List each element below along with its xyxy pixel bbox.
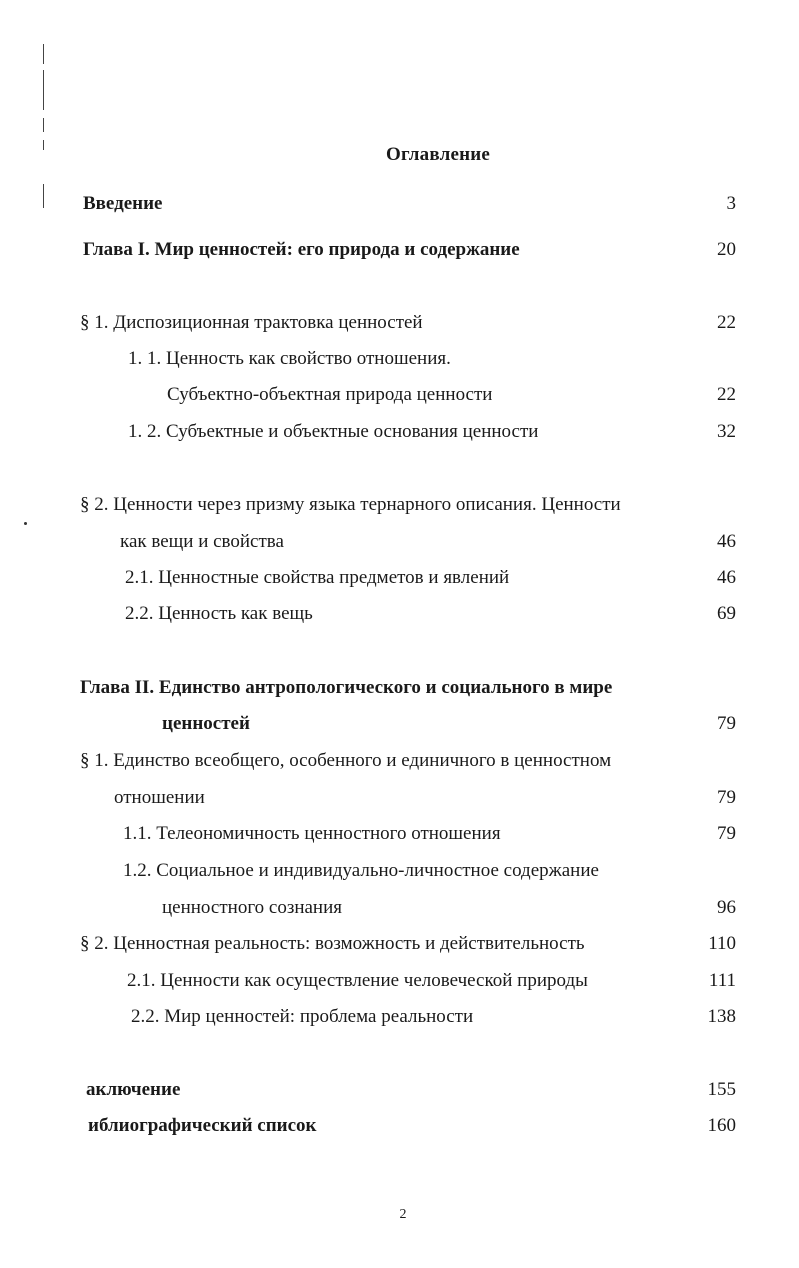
toc-entry-text: Субъектно-объектная природа ценности [167, 384, 493, 405]
toc-entry-page: 79 [717, 787, 736, 808]
toc-entry-text: 2.2. Ценность как вещь [125, 603, 313, 624]
scan-margin-mark [43, 44, 44, 64]
scan-margin-mark [43, 70, 44, 110]
toc-entry-text: отношении [114, 787, 205, 808]
toc-entry-page: 3 [726, 193, 736, 214]
toc-entry-text: аключение [86, 1079, 181, 1100]
scan-margin-mark [43, 184, 44, 208]
toc-entry-page: 69 [717, 603, 736, 624]
toc-entry-text: § 2. Ценности через призму языка тернарного описания. Ценности [80, 494, 621, 515]
toc-entry-page: 32 [717, 421, 736, 442]
toc-entry-text: как вещи и свойства [120, 531, 284, 552]
scan-margin-mark [43, 118, 44, 132]
toc-entry-text: Глава II. Единство антропологического и социального в мире [80, 677, 613, 698]
toc-entry-page: 138 [707, 1006, 736, 1027]
toc-entry-text: § 1. Единство всеобщего, особенного и единичного в ценностном [80, 750, 612, 771]
toc-entry-text: 2.2. Мир ценностей: проблема реальности [131, 1006, 474, 1027]
toc-entry-page: 46 [717, 567, 736, 588]
toc-entry-page: 155 [707, 1079, 736, 1100]
toc-entry-text: Введение [83, 193, 163, 214]
toc-entry-page: 46 [717, 531, 736, 552]
toc-entry-text: Глава I. Мир ценностей: его природа и содержание [83, 239, 520, 260]
toc-entry-text: 1. 1. Ценность как свойство отношения. [128, 348, 451, 369]
toc-entry-text: иблиографический список [88, 1115, 317, 1136]
toc-entry-page: 79 [717, 823, 736, 844]
toc-entry-text: 1. 2. Субъектные и объектные основания ценности [128, 421, 539, 442]
scan-speck [24, 522, 27, 525]
toc-entry-text: § 2. Ценностная реальность: возможность и действительность [80, 933, 585, 954]
toc-entry-text: 2.1. Ценностные свойства предметов и явлений [125, 567, 510, 588]
toc-entry-page: 96 [717, 897, 736, 918]
toc-entry-page: 22 [717, 312, 736, 333]
toc-entry-page: 22 [717, 384, 736, 405]
toc-entry-page: 160 [707, 1115, 736, 1136]
toc-entry-text: 1.1. Телеономичность ценностного отношения [123, 823, 501, 844]
toc-entry-page: 20 [717, 239, 736, 260]
toc-entry-text: 1.2. Социальное и индивидуально-личностное содержание [123, 860, 599, 881]
toc-entry-text: ценностного сознания [162, 897, 342, 918]
toc-entry-text: ценностей [162, 713, 250, 734]
toc-entry-text: 2.1. Ценности как осуществление человеческой природы [127, 970, 588, 991]
toc-entry-page: 79 [717, 713, 736, 734]
toc-entry-page: 110 [708, 933, 736, 954]
toc-entry-page: 111 [708, 970, 736, 991]
toc-title: Оглавление [385, 144, 491, 165]
page-number: 2 [399, 1207, 407, 1222]
toc-entry-text: § 1. Диспозиционная трактовка ценностей [80, 312, 423, 333]
